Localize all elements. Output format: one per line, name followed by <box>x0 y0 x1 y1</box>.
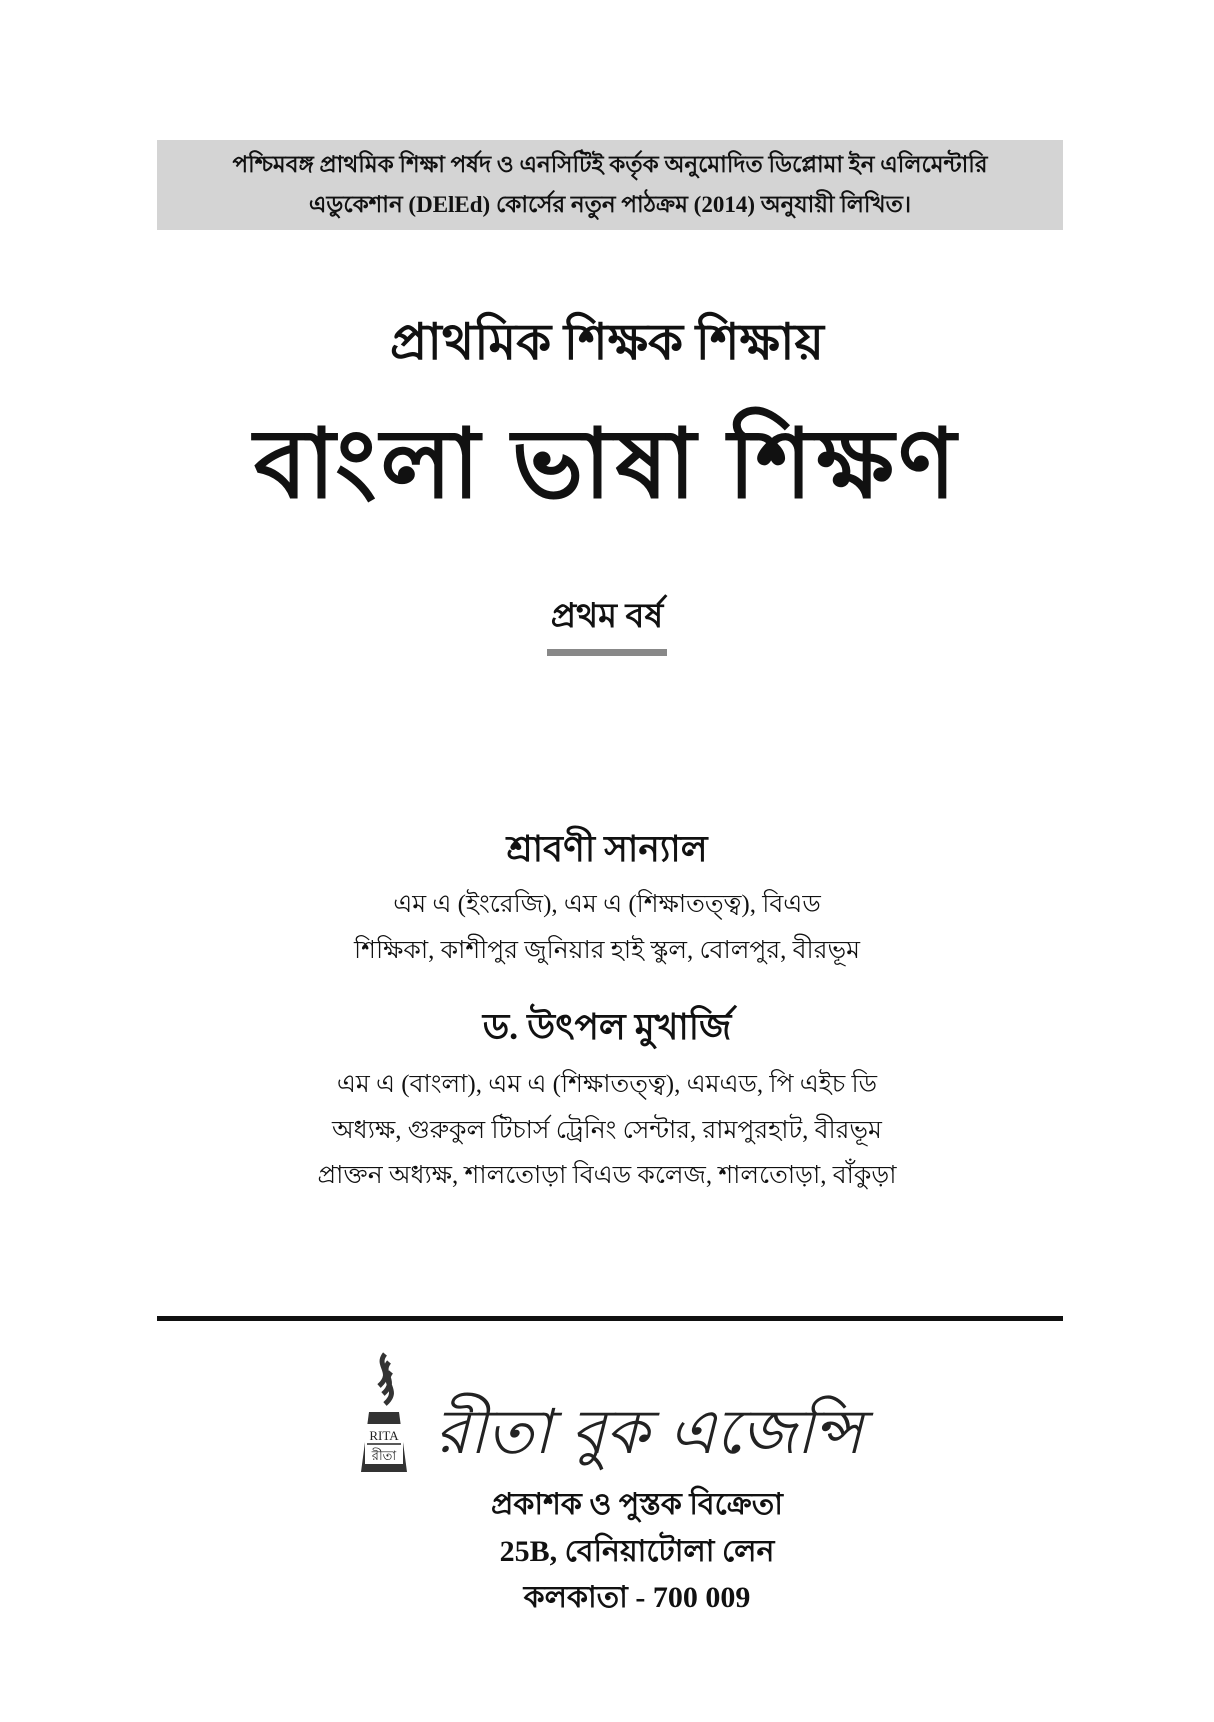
author-position: শিক্ষিকা, কাশীপুর জুনিয়ার হাই স্কুল, বোলপুর, বীরভূম <box>354 937 860 964</box>
year-label <box>0 590 1214 656</box>
book-title: বাংলা ভাষা শিক্ষণ <box>253 411 961 518</box>
author-name: শ্রাবণী সান্যাল <box>506 829 708 869</box>
publisher-logo-icon <box>355 1352 413 1477</box>
publisher-name: রীতা বুক এজেন্সি <box>435 1395 863 1468</box>
approval-banner <box>157 140 1063 230</box>
logo-text-en: RITA <box>369 1428 399 1443</box>
author-qualification: এম এ (বাংলা), এম এ (শিক্ষাতত্ত্ব), এমএড, পি এইচ ডি <box>336 1071 878 1098</box>
publisher-address-line-2: কলকাতা - 700 009 <box>523 1581 751 1614</box>
author-former-position: প্রাক্তন অধ্যক্ষ, শালতোড়া বিএড কলেজ, শালতোড়া, বাঁকুড়া <box>317 1162 897 1189</box>
publisher-address-line-1: 25B, বেনিয়াটোলা লেন <box>499 1535 775 1568</box>
author-position: অধ্যক্ষ, গুরুকুল টিচার্স ট্রেনিং সেন্টার, রামপুরহাট, বীরভূম <box>332 1117 882 1144</box>
divider <box>157 1316 1063 1321</box>
year-text: প্রথম বর্ষ <box>547 590 667 656</box>
author-qualification: এম এ (ইংরেজি), এম এ (শিক্ষাতত্ত্ব), বিএড <box>393 891 821 918</box>
banner-line-1: পশ্চিমবঙ্গ প্রাথমিক শিক্ষা পর্ষদ ও এনসিটিই কর্তৃক অনুমোদিত ডিপ্লোমা ইন এলিমেন্টারি <box>232 152 988 177</box>
publisher-role: প্রকাশক ও পুস্তক বিক্রেতা <box>491 1488 783 1521</box>
logo-text-bn: রীতা <box>371 1448 397 1463</box>
book-subtitle: প্রাথমিক শিক্ষক শিক্ষায় <box>390 314 824 370</box>
banner-line-2: এডুকেশান (DElEd) কোর্সের নতুন পাঠক্রম (2014) অনুযায়ী লিখিত। <box>308 192 912 217</box>
author-name: ড. উৎপল মুখার্জি <box>482 1007 732 1047</box>
